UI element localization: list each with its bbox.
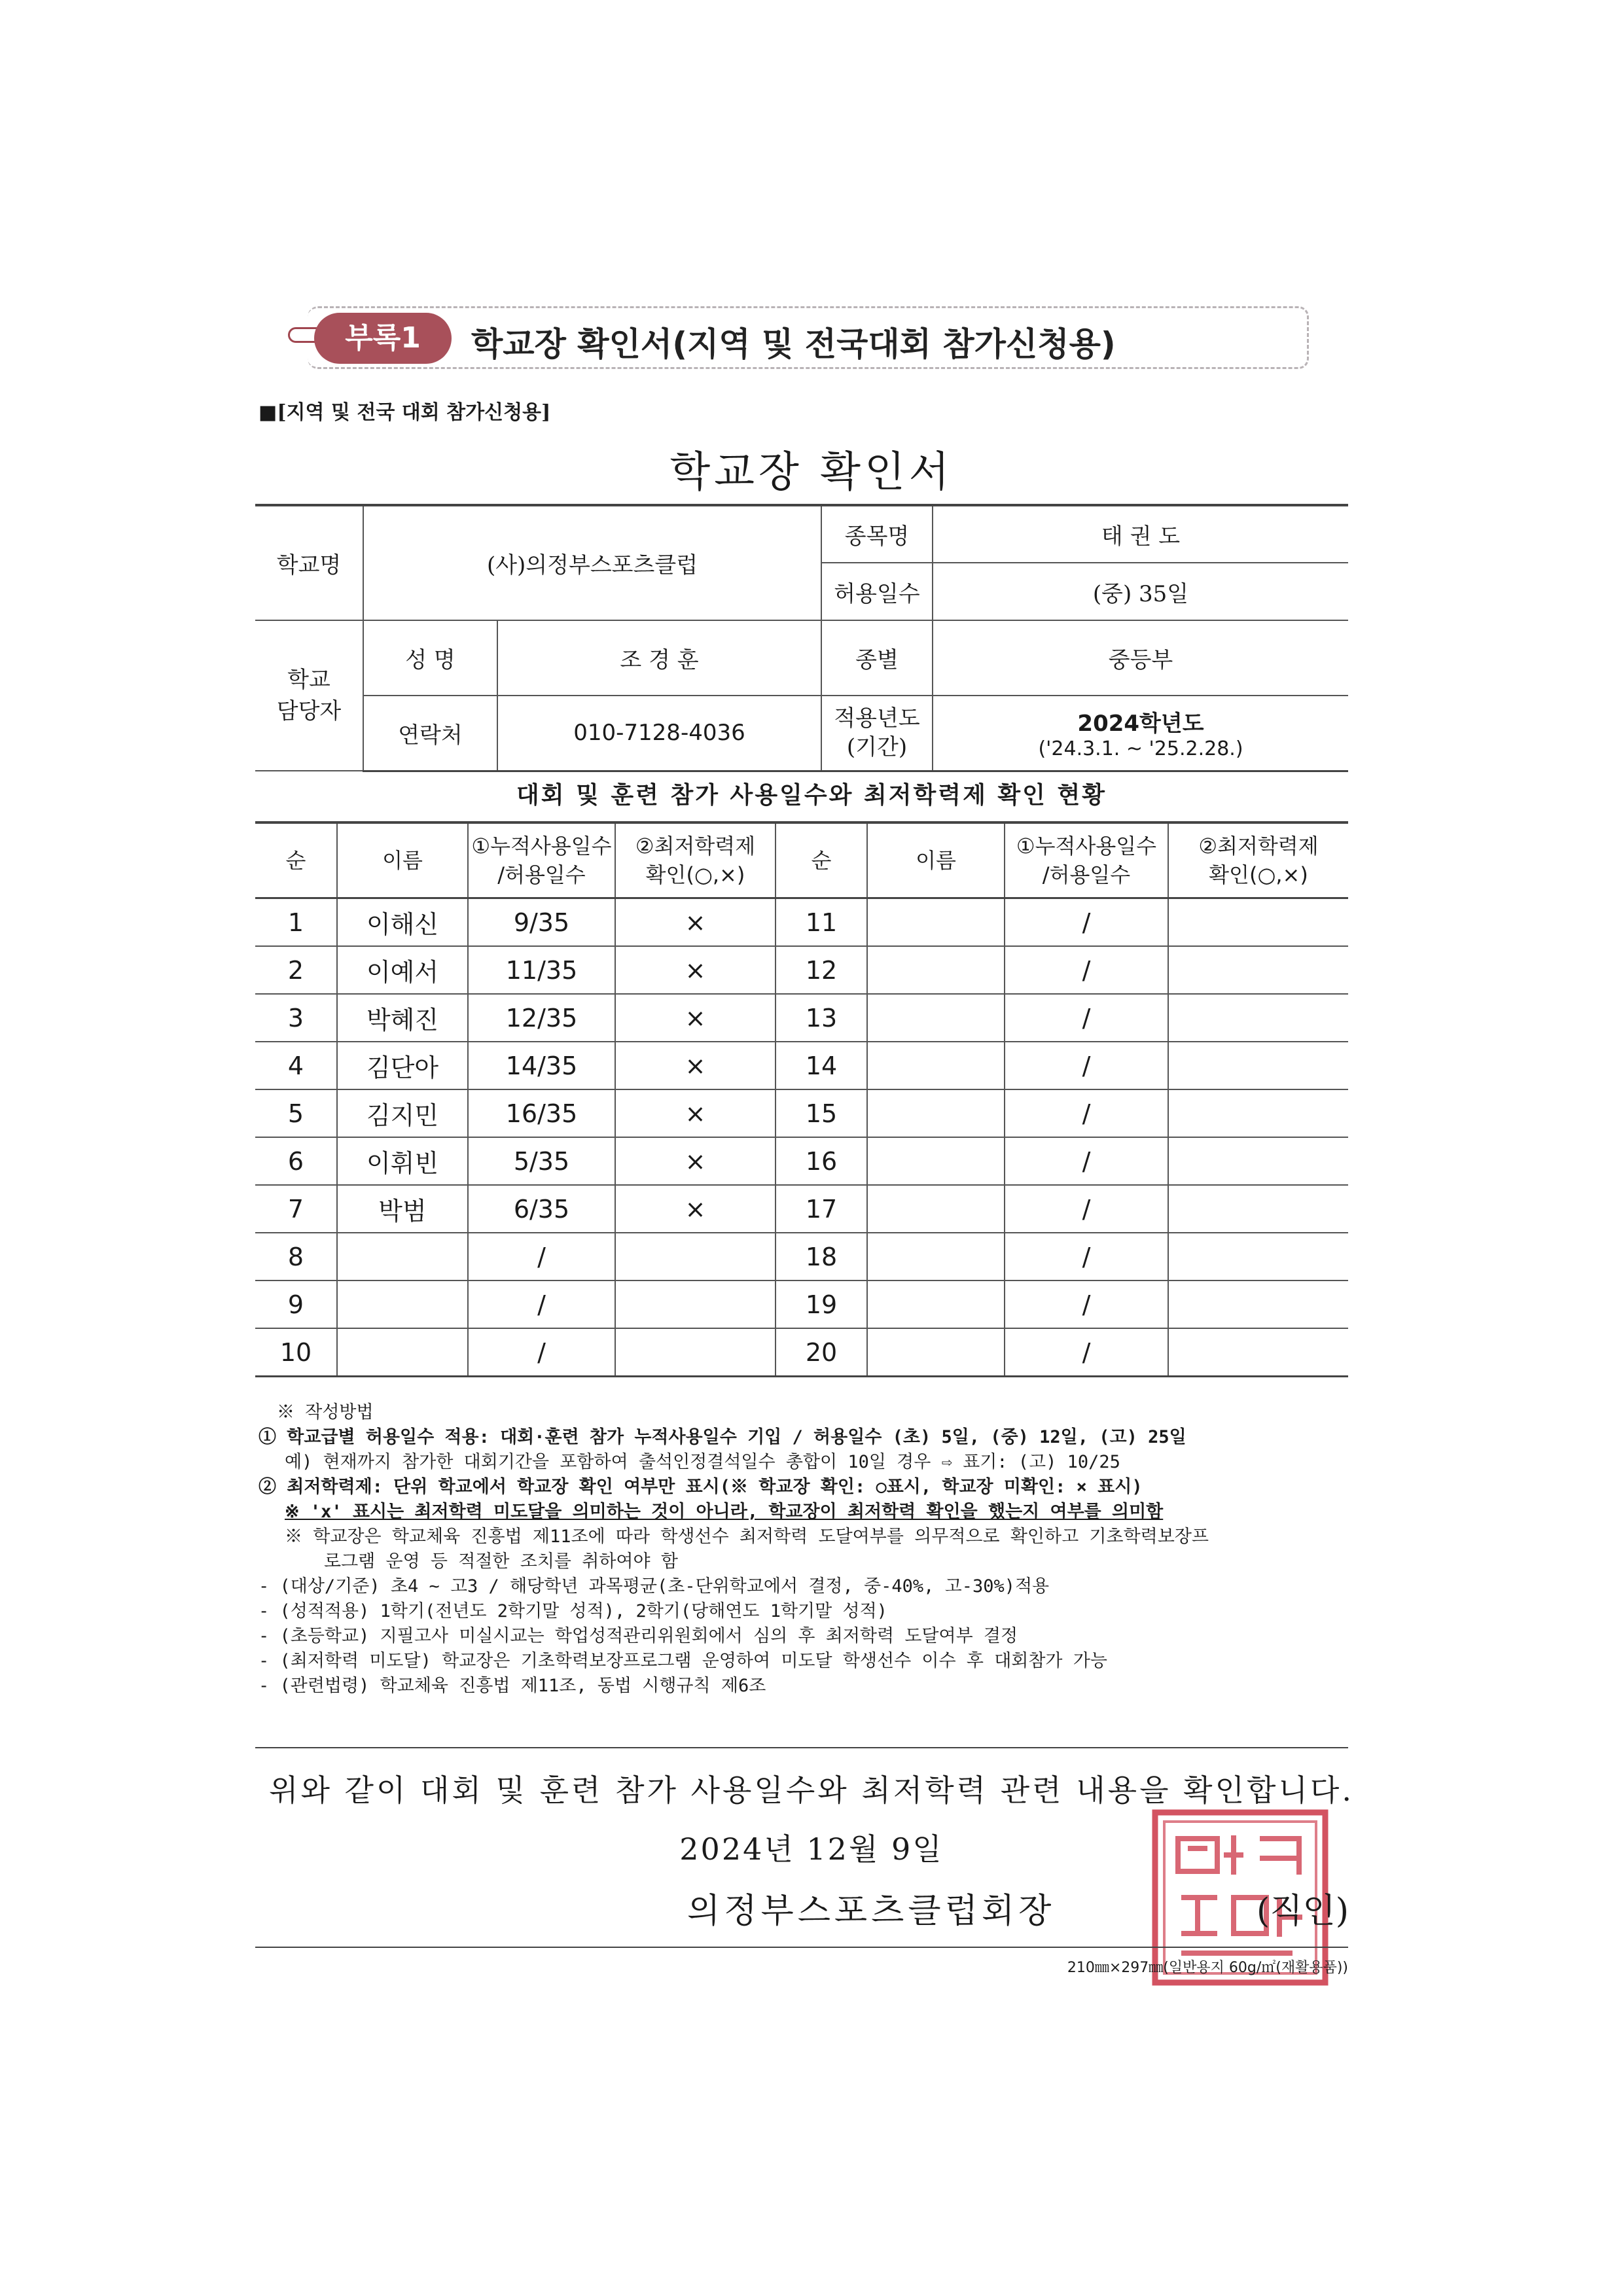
table-row bbox=[255, 946, 1348, 994]
roster-cell-check: × bbox=[615, 946, 776, 994]
year-label: 적용년도 (기간) bbox=[821, 696, 933, 771]
roster-cell-check bbox=[1168, 1137, 1348, 1185]
roster-cell-no: 13 bbox=[776, 994, 867, 1042]
allowed-days-value: (중) 35일 bbox=[933, 563, 1348, 620]
roster-cell-no: 4 bbox=[255, 1042, 337, 1089]
table-row bbox=[255, 994, 1348, 1042]
roster-cell-days: / bbox=[468, 1233, 615, 1280]
roster-cell-days: / bbox=[1005, 1089, 1168, 1137]
appendix-title: 학교장 확인서(지역 및 전국대회 참가신청용) bbox=[471, 325, 1116, 363]
roster-cell-name bbox=[867, 994, 1005, 1042]
roster-cell-check bbox=[1168, 994, 1348, 1042]
roster-cell-check bbox=[1168, 1042, 1348, 1089]
roster-cell-check bbox=[1168, 1328, 1348, 1377]
header-name: 이름 bbox=[867, 822, 1005, 898]
roster-cell-days: 5/35 bbox=[468, 1137, 615, 1185]
year-period: ('24.3.1. ~ '25.2.28.) bbox=[1038, 737, 1243, 761]
roster-cell-check bbox=[1168, 946, 1348, 994]
note-line: 예) 현재까지 참가한 대회기간을 포함하여 출석인정결석일수 총합이 10일 경우 ⇨ 표기: (고) 10/25 bbox=[285, 1452, 1120, 1472]
roster-cell-check bbox=[1168, 1185, 1348, 1233]
roster-cell-days: / bbox=[1005, 994, 1168, 1042]
roster-cell-days: / bbox=[468, 1328, 615, 1377]
roster-cell-name: 박혜진 bbox=[337, 994, 468, 1042]
year-value: 2024학년도 bbox=[1077, 711, 1204, 737]
table-row bbox=[255, 1280, 1348, 1328]
note-line: - (대상/기준) 초4 ~ 고3 / 해당학년 과목평균(초-단위학교에서 결정, 중-40%, 고-30%)적용 bbox=[259, 1576, 1050, 1597]
division-label: 종별 bbox=[821, 620, 933, 696]
note-line: - (관련법령) 학교체육 진흥법 제11조, 동법 시행규칙 제6조 bbox=[259, 1676, 766, 1696]
table-row bbox=[255, 1328, 1348, 1377]
roster-cell-name: 박범 bbox=[337, 1185, 468, 1233]
roster-cell-days: 6/35 bbox=[468, 1185, 615, 1233]
roster-cell-check bbox=[1168, 1233, 1348, 1280]
roster-cell-no: 17 bbox=[776, 1185, 867, 1233]
roster-cell-no: 6 bbox=[255, 1137, 337, 1185]
roster-cell-no: 1 bbox=[255, 898, 337, 947]
school-name-value: (사)의정부스포츠클럽 bbox=[363, 505, 821, 620]
header-no: 순 bbox=[255, 822, 337, 898]
roster-cell-name: 이예서 bbox=[337, 946, 468, 994]
roster-cell-days: 16/35 bbox=[468, 1089, 615, 1137]
roster-cell-name bbox=[867, 946, 1005, 994]
roster-header-row bbox=[255, 822, 1348, 898]
roster-cell-days: / bbox=[1005, 898, 1168, 947]
roster-cell-no: 16 bbox=[776, 1137, 867, 1185]
roster-cell-check: × bbox=[615, 1042, 776, 1089]
club-president: 의정부스포츠클럽회장 bbox=[687, 1892, 1056, 1931]
roster-cell-name: 이해신 bbox=[337, 898, 468, 947]
issue-date: 2024년 12월 9일 bbox=[679, 1831, 944, 1867]
confirmation-statement: 위와 같이 대회 및 훈련 참가 사용일수와 최저학력 관련 내용을 확인합니다. bbox=[269, 1773, 1354, 1808]
roster-cell-days: / bbox=[1005, 946, 1168, 994]
table-row bbox=[255, 1137, 1348, 1185]
roster-cell-no: 8 bbox=[255, 1233, 337, 1280]
header-no: 순 bbox=[776, 822, 867, 898]
form-sub-label: ■[지역 및 전국 대회 참가신청용] bbox=[259, 401, 551, 424]
note-line: - (성적적용) 1학기(전년도 2학기말 성적), 2학기(당해연도 1학기말 성적) bbox=[259, 1601, 887, 1621]
note-line: - (초등학교) 지필고사 미실시교는 학업성적관리위원회에서 심의 후 최저학력 도달여부 결정 bbox=[259, 1626, 1018, 1646]
roster-cell-no: 19 bbox=[776, 1280, 867, 1328]
note-line: - (최저학력 미도달) 학교장은 기초학력보장프로그램 운영하여 미도달 학생선수 이수 후 대회참가 가능 bbox=[259, 1651, 1107, 1671]
seal-label: (직인) bbox=[1257, 1892, 1349, 1931]
roster-cell-check bbox=[615, 1280, 776, 1328]
roster-cell-no: 7 bbox=[255, 1185, 337, 1233]
note-line: ① 학교급별 허용일수 적용: 대회·훈련 참가 누적사용일수 기입 / 허용일수 (초) 5일, (중) 12일, (고) 25일 bbox=[259, 1427, 1186, 1447]
allowed-days-label: 허용일수 bbox=[821, 563, 933, 620]
school-info-table bbox=[255, 504, 1348, 772]
roster-cell-days: / bbox=[1005, 1042, 1168, 1089]
status-section-title: 대회 및 훈련 참가 사용일수와 최저학력제 확인 현황 bbox=[516, 781, 1107, 809]
event-label: 종목명 bbox=[821, 505, 933, 563]
roster-cell-check bbox=[615, 1328, 776, 1377]
roster-cell-name bbox=[867, 1280, 1005, 1328]
roster-cell-name bbox=[867, 1233, 1005, 1280]
notes-heading: ※ 작성방법 bbox=[277, 1402, 374, 1422]
roster-cell-check: × bbox=[615, 1137, 776, 1185]
year-cell bbox=[933, 696, 1348, 771]
appendix-badge: 부록1 bbox=[314, 313, 452, 364]
roster-cell-name: 이휘빈 bbox=[337, 1137, 468, 1185]
roster-cell-no: 20 bbox=[776, 1328, 867, 1377]
roster-cell-name bbox=[867, 1089, 1005, 1137]
note-line: ② 최저학력제: 단위 학교에서 학교장 확인 여부만 표시(※ 학교장 확인: ○표시, 학교장 미확인: × 표시) bbox=[259, 1477, 1143, 1497]
roster-cell-no: 15 bbox=[776, 1089, 867, 1137]
paper-spec-note: 210㎜×297㎜(일반용지 60g/㎡(재활용품)) bbox=[1067, 1960, 1348, 1976]
roster-cell-check bbox=[1168, 898, 1348, 947]
roster-cell-name: 김지민 bbox=[337, 1089, 468, 1137]
event-value: 태 권 도 bbox=[933, 505, 1348, 563]
roster-cell-no: 2 bbox=[255, 946, 337, 994]
roster-cell-name bbox=[867, 1137, 1005, 1185]
roster-cell-check bbox=[1168, 1089, 1348, 1137]
note-line: 로그램 운영 등 적절한 조치를 취하여야 함 bbox=[324, 1551, 678, 1572]
roster-cell-name bbox=[337, 1280, 468, 1328]
header-check: ②최저학력제 확인(○,×) bbox=[1168, 822, 1348, 898]
roster-cell-name bbox=[867, 1042, 1005, 1089]
roster-cell-days: / bbox=[1005, 1328, 1168, 1377]
contact-value: 010-7128-4036 bbox=[497, 696, 821, 771]
roster-cell-name bbox=[867, 1328, 1005, 1377]
roster-cell-days: 14/35 bbox=[468, 1042, 615, 1089]
table-row bbox=[255, 1042, 1348, 1089]
roster-cell-name bbox=[337, 1233, 468, 1280]
roster-cell-name bbox=[337, 1328, 468, 1377]
manager-name-value: 조 경 훈 bbox=[497, 620, 821, 696]
table-row bbox=[255, 898, 1348, 947]
contact-label: 연락처 bbox=[363, 696, 497, 771]
table-row bbox=[255, 1233, 1348, 1280]
roster-cell-no: 18 bbox=[776, 1233, 867, 1280]
roster-cell-days: 9/35 bbox=[468, 898, 615, 947]
header-check: ②최저학력제 확인(○,×) bbox=[615, 822, 776, 898]
roster-cell-days: / bbox=[468, 1280, 615, 1328]
roster-cell-days: 11/35 bbox=[468, 946, 615, 994]
roster-cell-days: / bbox=[1005, 1185, 1168, 1233]
roster-cell-days: / bbox=[1005, 1280, 1168, 1328]
roster-cell-check: × bbox=[615, 1185, 776, 1233]
roster-cell-days: 12/35 bbox=[468, 994, 615, 1042]
school-name-label: 학교명 bbox=[255, 505, 363, 620]
roster-cell-check: × bbox=[615, 994, 776, 1042]
roster-cell-name: 김단아 bbox=[337, 1042, 468, 1089]
roster-cell-check bbox=[615, 1233, 776, 1280]
roster-table bbox=[255, 821, 1348, 1377]
divider-line bbox=[255, 1747, 1348, 1748]
roster-cell-no: 14 bbox=[776, 1042, 867, 1089]
manager-name-label: 성 명 bbox=[363, 620, 497, 696]
school-manager-label: 학교 담당자 bbox=[255, 620, 363, 771]
table-row bbox=[255, 1089, 1348, 1137]
roster-cell-name bbox=[867, 898, 1005, 947]
header-days: ①누적사용일수 /허용일수 bbox=[468, 822, 615, 898]
roster-cell-check bbox=[1168, 1280, 1348, 1328]
note-line: ※ 'x' 표시는 최저학력 미도달을 의미하는 것이 아니라, 학교장이 최저학력 확인을 했는지 여부를 의미함 bbox=[285, 1502, 1164, 1522]
roster-cell-name bbox=[867, 1185, 1005, 1233]
document-title: 학교장 확인서 bbox=[669, 448, 954, 497]
roster-cell-check: × bbox=[615, 1089, 776, 1137]
roster-cell-no: 3 bbox=[255, 994, 337, 1042]
note-line: ※ 학교장은 학교체육 진흥법 제11조에 따라 학생선수 최저학력 도달여부를 의무적으로 확인하고 기초학력보장프 bbox=[285, 1527, 1209, 1547]
roster-cell-days: / bbox=[1005, 1233, 1168, 1280]
roster-cell-days: / bbox=[1005, 1137, 1168, 1185]
division-value: 중등부 bbox=[933, 620, 1348, 696]
bottom-divider-line bbox=[255, 1947, 1348, 1948]
header-days: ①누적사용일수 /허용일수 bbox=[1005, 822, 1168, 898]
roster-cell-no: 12 bbox=[776, 946, 867, 994]
roster-cell-no: 11 bbox=[776, 898, 867, 947]
table-row bbox=[255, 1185, 1348, 1233]
roster-cell-check: × bbox=[615, 898, 776, 947]
writing-instructions bbox=[259, 1400, 1358, 1699]
header-name: 이름 bbox=[337, 822, 468, 898]
roster-cell-no: 9 bbox=[255, 1280, 337, 1328]
roster-cell-no: 5 bbox=[255, 1089, 337, 1137]
roster-cell-no: 10 bbox=[255, 1328, 337, 1377]
